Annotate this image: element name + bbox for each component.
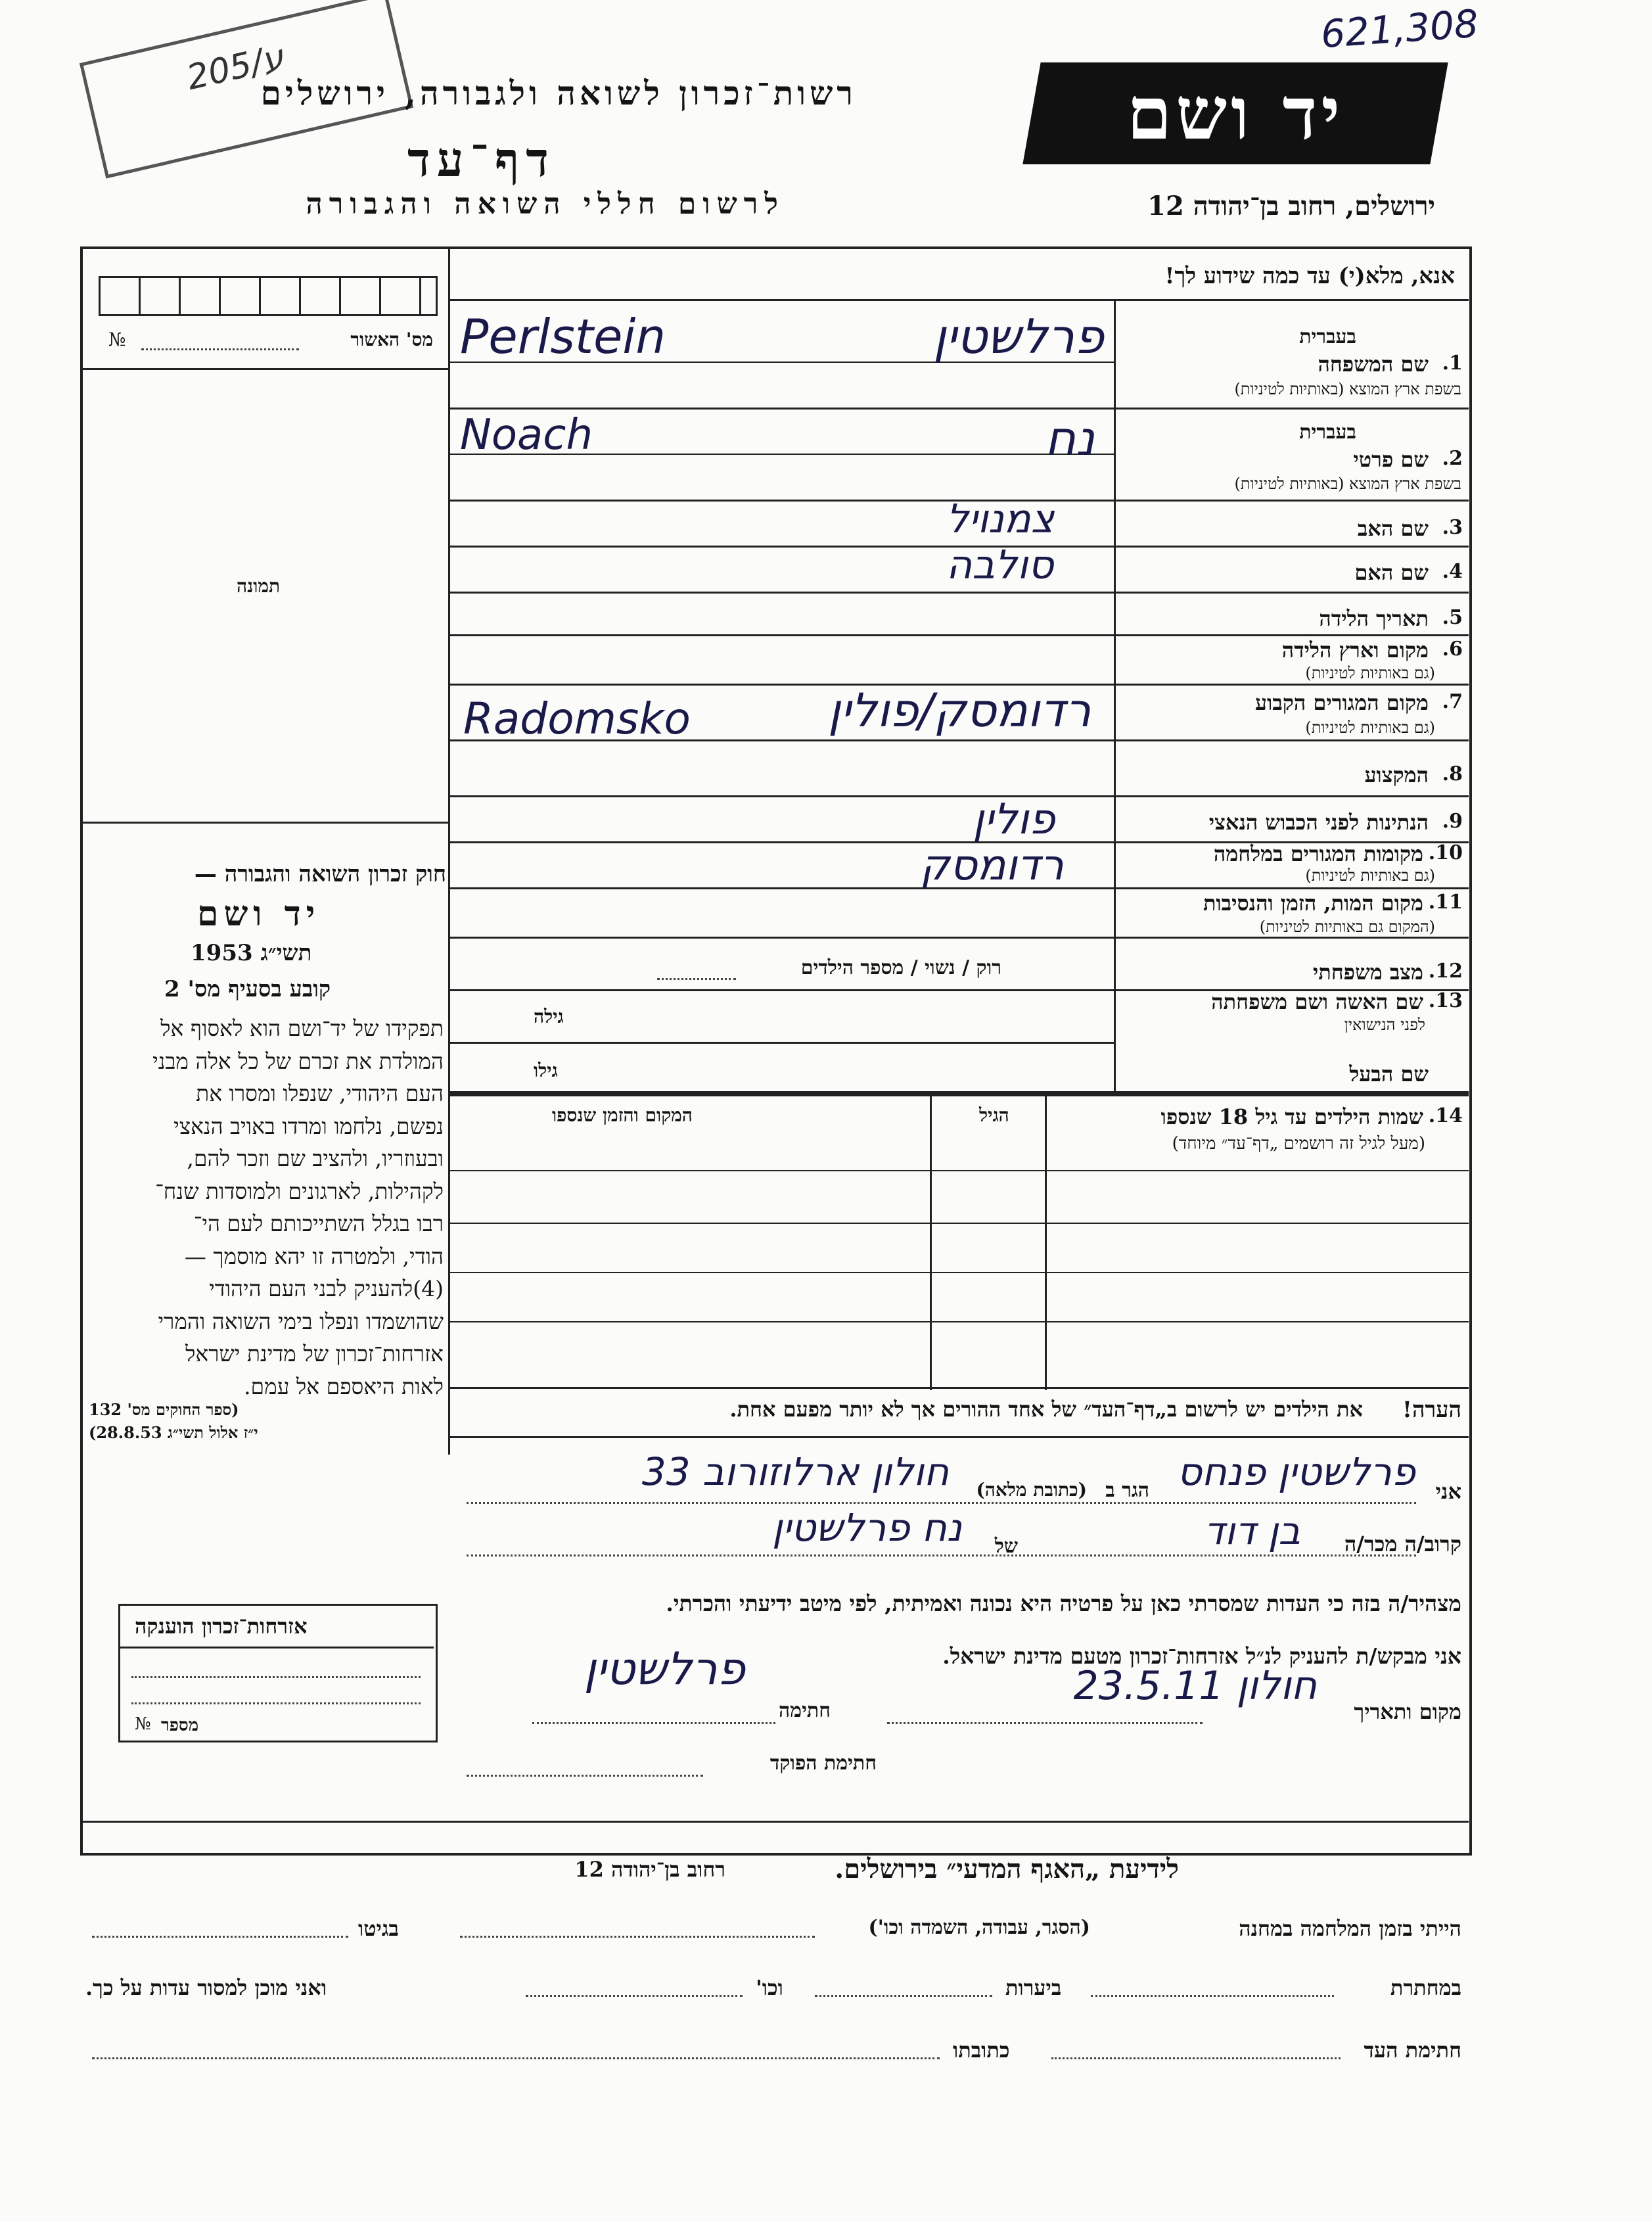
f9-label: הנתינות לפני הכבוש הנאצי: [1208, 810, 1429, 835]
law-year: תשי״ג 1953: [191, 940, 312, 966]
f1-latin-value: Perlstein: [460, 309, 666, 364]
f2-num: 2.: [1442, 447, 1463, 470]
citizenship-no: מספר: [161, 1716, 199, 1735]
law-line: רבו בגלל השתייכותם לעם הי־: [193, 1211, 444, 1236]
f1-hebrew-tag: בעברית: [1299, 325, 1356, 348]
row-rule: [448, 634, 1469, 636]
f1-sub: בשפת ארץ המוצא (באותיות לטיניות): [1234, 380, 1461, 398]
husband-label: שם הבעל: [1349, 1062, 1429, 1087]
footer-etc: וכו': [756, 1975, 783, 2000]
law-line: לאות היאספם אל עמם.: [244, 1373, 444, 1399]
footer-divider: [82, 1821, 1469, 1823]
husband-age: גילו: [534, 1060, 558, 1081]
sidebar-divider: [448, 248, 450, 1455]
signature-value: פרלשטין: [584, 1643, 745, 1695]
law-line: (4)להעניק לבני העם היהודי: [209, 1276, 444, 1301]
citizenship-line-1: [131, 1676, 421, 1678]
photo-bottom: [82, 822, 448, 824]
footer-ghetto: בגיטו: [358, 1916, 399, 1941]
f4-label: שם האם: [1354, 560, 1429, 585]
law-line: לקהילות, לארגונים ולמוסדות שנח־: [155, 1178, 444, 1204]
logo-text: יד ושם: [1126, 71, 1344, 156]
f12-children-line: [657, 978, 736, 980]
citizenship-no-symbol: №: [135, 1714, 151, 1734]
header-address: ירושלים, רחוב בן־יהודה 12: [1147, 191, 1435, 222]
f14-label: שמות הילדים עד גיל 18 שנספו: [1160, 1104, 1423, 1129]
f10-value: רדומסק: [920, 841, 1064, 890]
f2-hebrew-tag: בעברית: [1299, 421, 1356, 444]
note-text: את הילדים יש לרשום ב„דף־העד״ של אחד ההורים אך לא יותר מפעם אחת.: [729, 1397, 1363, 1422]
resides-label: הגר ב: [1105, 1479, 1149, 1502]
law-name: יד ושם: [197, 894, 321, 934]
f2-latin-value: Noach: [460, 411, 593, 459]
f13-label: שם האשה ושם משפחתה: [1211, 989, 1423, 1014]
cert-no-symbol: №: [108, 329, 126, 350]
relative-label: קרוב/ה מכר/ה: [1344, 1531, 1461, 1556]
relation-value: בן דוד: [1204, 1508, 1300, 1553]
f5-num: 5.: [1442, 606, 1463, 629]
instruction: אנא, מלא(י) עד כמה שידוע לך!: [1164, 263, 1455, 289]
archive-number: 621,308: [1319, 1, 1480, 57]
f7-latin-value: Radomsko: [463, 693, 691, 744]
f7-sub: (גם באותיות לטיניות): [1305, 718, 1435, 737]
footer-line-2a: [1091, 1995, 1334, 1997]
declarant-line-2: [467, 1555, 1416, 1556]
law-ref-1: (ספר החוקים מס' 132: [89, 1400, 239, 1419]
signature-label: חתימה: [779, 1699, 831, 1722]
footer-camp: הייתי בזמן המלחמה במחנה: [1239, 1916, 1461, 1941]
f9-value: פולין: [973, 795, 1055, 844]
row-rule: [448, 795, 1469, 797]
footer-line-3b: [92, 2057, 940, 2059]
declarant-name-value: פרלשטין פנחס: [1177, 1449, 1415, 1494]
footer-line-1a: [460, 1936, 815, 1938]
footer-forests: ביערות: [1005, 1975, 1062, 2000]
children-rule: [448, 1387, 1469, 1389]
yad-vashem-logo: [1022, 62, 1448, 164]
signature-line: [532, 1722, 775, 1724]
footer-underground: במחתרת: [1390, 1975, 1461, 2000]
cert-label: מס' האשור: [350, 329, 433, 350]
form-title: דף־עד: [407, 131, 555, 187]
footer-witness-addr: כתובתו: [953, 2038, 1010, 2063]
full-address-label: (כתובת מלאה): [976, 1479, 1087, 1501]
children-top: [448, 1093, 1469, 1096]
f8-label: המקצוע: [1364, 762, 1429, 787]
f1-num: 1.: [1442, 352, 1463, 375]
f12-label: מצב משפחתי: [1312, 960, 1423, 985]
f4-num: 4.: [1442, 560, 1463, 583]
instruction-rule: [448, 299, 1469, 301]
photo-label: תמונה: [237, 575, 281, 597]
col-place-header: המקום והזמן שנספו: [552, 1104, 693, 1126]
citizenship-line-2: [131, 1702, 421, 1704]
labels-divider: [1114, 301, 1116, 1093]
cert-number-boxes: [99, 276, 438, 316]
declare-text: מצהיר/ה בזה כי העדות שמסרתי כאן על פרטיה היא נכונה ואמיתית, לפי מיטב ידיעתי והכרתי.: [666, 1591, 1461, 1616]
f5-label: תאריך הלידה: [1319, 606, 1429, 631]
law-line: המולדת את זכרם של כל אלה מבני: [152, 1048, 444, 1074]
law-line: אזרחות־זכרון של מדינת ישראל: [185, 1341, 444, 1367]
declarant-line-1: [467, 1502, 1416, 1504]
f3-value: צמנויל: [946, 496, 1055, 542]
f2-hebrew-value: נח: [1045, 411, 1095, 466]
address-value: חולון ארלוזורוב 33: [641, 1449, 949, 1494]
form-subtitle: לרשום חללי השואה והגבורה: [306, 187, 785, 221]
law-text: [89, 1012, 444, 1403]
footer-line-2c: [526, 1995, 743, 1997]
citizenship-rule: [120, 1647, 434, 1648]
declarant-i: אני: [1435, 1479, 1461, 1504]
f13-num: 13.: [1428, 989, 1463, 1012]
f11-sub: (המקום גם באותיות לטיניות): [1259, 918, 1435, 936]
f1-hebrew-value: פרלשטין: [933, 309, 1104, 364]
f6-sub: (גם באותיות לטיניות): [1305, 664, 1435, 682]
law-line: נפשם, נלחמו ומרדו באויב הנאצי: [173, 1113, 444, 1139]
footer-line-3a: [1051, 2057, 1341, 2059]
stamp-number: ע/205: [183, 37, 288, 99]
footer-line-2b: [815, 1995, 992, 1997]
f14-sub: (מעל לגיל זה רושמים „דף־עד״ מיוחד): [1172, 1134, 1425, 1154]
f1-label: שם המשפחה: [1318, 352, 1429, 377]
authority-name: רשות־זכרון לשואה ולגבורה, ירושלים: [260, 74, 857, 112]
f10-sub: (גם באותיות לטיניות): [1305, 866, 1435, 885]
of-label: של: [994, 1535, 1018, 1558]
f7-num: 7.: [1442, 690, 1463, 713]
f9-num: 9.: [1442, 810, 1463, 833]
f13-sub: לפני הנישואין: [1344, 1016, 1425, 1034]
f7-hebrew-value: רדומסק/פולין: [828, 684, 1091, 737]
f13-age: גילה: [534, 1006, 564, 1027]
law-clause: קובע בסעיף מס' 2: [164, 976, 331, 1002]
row-rule: [448, 408, 1469, 409]
place-date-line: [887, 1722, 1203, 1724]
law-title: חוק זכרון השואה והגבורה —: [194, 861, 446, 887]
note-label: הערה!: [1402, 1397, 1461, 1423]
f2-sub: בשפת ארץ המוצא (באותיות לטיניות): [1234, 475, 1461, 493]
children-col-2: [1045, 1094, 1047, 1390]
children-rule: [448, 1170, 1469, 1171]
row-rule: [448, 937, 1469, 939]
f3-num: 3.: [1442, 516, 1463, 539]
f12-value: רוק / נשוי / מספר הילדים: [800, 956, 1001, 979]
f14-num: 14.: [1428, 1104, 1463, 1127]
f4-value: סולבה: [946, 542, 1054, 588]
citizenship-title: אזרחות־זכרון הוענקה: [135, 1614, 308, 1639]
f11-num: 11.: [1428, 891, 1463, 914]
officer-line: [467, 1775, 703, 1777]
footer-witness-sig: חתימת העד: [1364, 2038, 1461, 2063]
children-col-1: [930, 1094, 932, 1390]
f11-label: מקום המות, הזמן והנסיבות: [1203, 891, 1423, 916]
footer-title: לידיעת „האגף המדעי״ בירושלים.: [835, 1854, 1179, 1884]
footer-address: רחוב בן־יהודה 12: [574, 1857, 725, 1882]
officer-label: חתימת הפוקד: [769, 1752, 877, 1775]
of-value: נח פרלשטין: [772, 1505, 962, 1550]
f10-num: 10.: [1428, 841, 1463, 864]
f8-num: 8.: [1442, 762, 1463, 785]
f6-num: 6.: [1442, 638, 1463, 661]
f3-label: שם האב: [1357, 516, 1429, 541]
f2-label: שם פרטי: [1353, 447, 1429, 472]
request-text: אני מבקש/ת להעניק לנ״ל אזרחות־זכרון מטעם מדינת ישראל.: [942, 1643, 1461, 1669]
place-date-label: מקום ותאריך: [1354, 1699, 1461, 1724]
f12-num: 12.: [1428, 960, 1463, 983]
law-line: העם היהודי, שנפלו ומסרו את: [196, 1081, 444, 1106]
row-rule: [448, 1042, 1114, 1044]
footer-line-1b: [92, 1936, 348, 1938]
children-rule: [448, 1272, 1469, 1273]
row-rule: [448, 592, 1469, 594]
children-rule: [448, 1321, 1469, 1322]
f7-label: מקום המגורים הקבוע: [1255, 690, 1429, 715]
law-ref-2: י״ז אלול תשי״ג 28.8.53): [89, 1423, 258, 1442]
law-line: שהושמדו ונפלו בימי השואה והמרי: [158, 1308, 444, 1334]
footer-testify: ואני מוכן למסור עדות על כך.: [85, 1975, 327, 2000]
cert-divider: [82, 368, 448, 370]
children-rule: [448, 1223, 1469, 1224]
footer-camp-types: (הסגר, עבודה, השמדה וכו'): [868, 1916, 1090, 1939]
law-line: תפקידו של יד־ושם הוא לאסוף אל: [160, 1016, 444, 1041]
law-line: ובעוזריו, ולהציב שם וזכר להם,: [187, 1146, 444, 1171]
col-age-header: הגיל: [979, 1104, 1009, 1126]
law-line: הודי, ולמטרה זו יהא מוסמך —: [184, 1243, 444, 1269]
f6-label: מקום וארץ הלידה: [1281, 638, 1429, 663]
place-date-value: חולון 23.5.11: [1073, 1663, 1317, 1709]
cert-line: [141, 348, 299, 350]
f10-label: מקומות המגורים במלחמה: [1213, 841, 1423, 866]
note-rule: [448, 1436, 1469, 1438]
